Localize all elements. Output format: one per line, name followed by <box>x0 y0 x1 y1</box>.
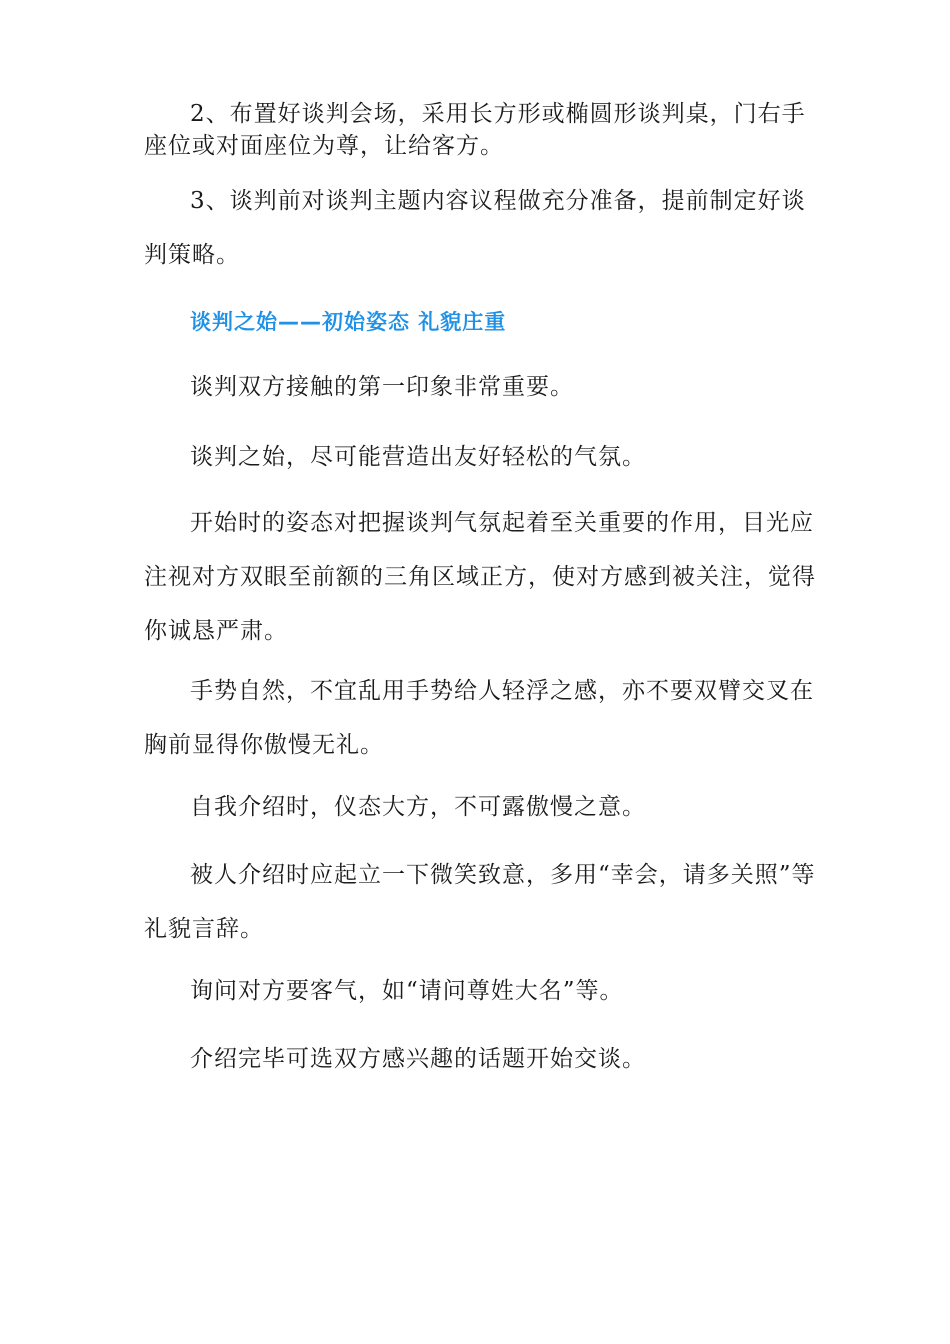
section-heading: 谈判之始——初始姿态 礼貌庄重 <box>190 310 507 334</box>
paragraph-gestures: 手势自然，不宜乱用手势给人轻浮之感，亦不要双臂交叉在胸前显得你傲慢无礼。 <box>144 678 814 758</box>
paragraph-first-impression: 谈判双方接触的第一印象非常重要。 <box>190 374 574 400</box>
paragraph-topic: 介绍完毕可选双方感兴趣的话题开始交谈。 <box>190 1046 646 1072</box>
paragraph-posture: 开始时的姿态对把握谈判气氛起着至关重要的作用，目光应注视对方双眼至前额的三角区域正方，使对方感到被关注，觉得你诚恳严肃。 <box>144 510 816 644</box>
paragraph-self-intro: 自我介绍时，仪态大方，不可露傲慢之意。 <box>190 794 646 820</box>
paragraph-asking-name: 询问对方要客气，如“请问尊姓大名”等。 <box>190 978 624 1004</box>
paragraph-preparation: 3、谈判前对谈判主题内容议程做充分准备，提前制定好谈判策略。 <box>144 188 806 268</box>
paragraph-atmosphere: 谈判之始，尽可能营造出友好轻松的气氛。 <box>190 444 646 470</box>
paragraph-being-introduced: 被人介绍时应起立一下微笑致意，多用“幸会，请多关照”等礼貌言辞。 <box>144 862 816 942</box>
paragraph-venue: 2、布置好谈判会场，采用长方形或椭圆形谈判桌，门右手座位或对面座位为尊，让给客方。 <box>144 101 806 159</box>
